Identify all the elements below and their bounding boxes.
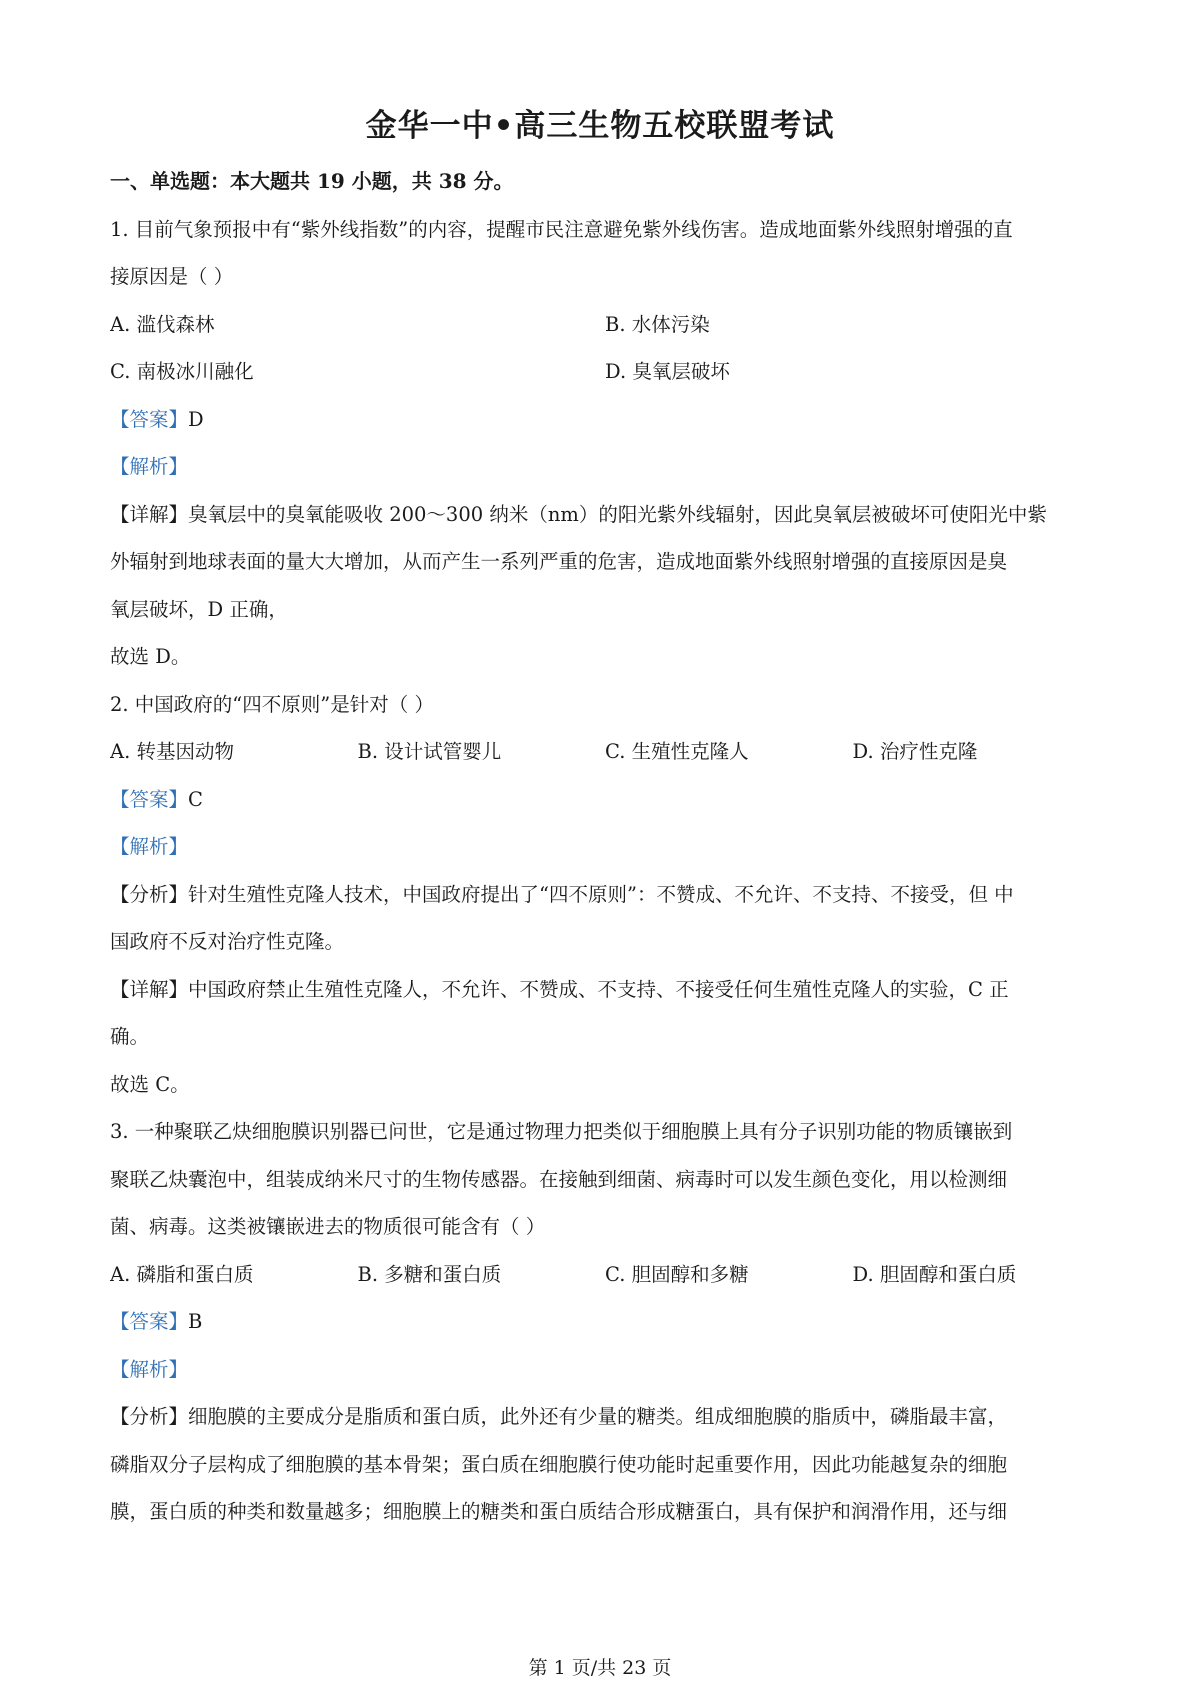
q3-analysis-tag: 【解析】 [110, 1357, 189, 1381]
q2-option-d: D. 治疗性克隆 [852, 740, 978, 763]
page-title: 金华一中•高三生物五校联盟考试 [365, 108, 835, 144]
q1-options-row-2 [110, 348, 1100, 396]
q2-options-row [110, 728, 1100, 776]
q2-answer [110, 776, 1100, 824]
q1-analysis-tag: 【解析】 [110, 455, 189, 478]
page-footer: 第 1 页/共 23 页 [528, 1657, 672, 1679]
q2-stem: 2. 中国政府的“四不原则”是针对（ ） [110, 692, 434, 716]
document-body [110, 158, 1100, 1536]
q3-analysis-line-1: 【分析】细胞膜的主要成分是脂质和蛋白质，此外还有少量的糖类。组成细胞膜的脂质中，磷脂最丰富， [110, 1405, 1008, 1428]
q1-option-b: B. 水体污染 [605, 312, 710, 336]
q1-stem-line-1: 1. 目前气象预报中有“紫外线指数”的内容，提醒市民注意避免紫外线伤害。造成地面紫外线照射增强的直 [110, 217, 1013, 241]
q3-option-d: D. 胆固醇和蛋白质 [852, 1262, 1017, 1286]
q2-option-c: C. 生殖性克隆人 [605, 740, 749, 763]
q3-answer-value: B [188, 1310, 203, 1333]
q3-option-b: B. 多糖和蛋白质 [357, 1262, 502, 1286]
q2-analysis-tag: 【解析】 [110, 835, 189, 858]
q1-option-a: A. 滥伐森林 [110, 312, 215, 336]
q2-detail-line-1: 【详解】中国政府禁止生殖性克隆人，不允许、不赞成、不支持、不接受任何生殖性克隆人的实验，C 正 [110, 977, 1009, 1001]
q3-analysis-line-3: 膜，蛋白质的种类和数量越多；细胞膜上的糖类和蛋白质结合形成糖蛋白，具有保护和润滑作用，还与细 [110, 1500, 1008, 1523]
answer-tag: 【答案】 [110, 787, 189, 811]
answer-tag: 【答案】 [110, 1310, 189, 1333]
q2-detail-line-2: 确。 [110, 1025, 150, 1048]
q3-stem-line-3: 菌、病毒。这类被镶嵌进去的物质很可能含有（ ） [110, 1215, 546, 1238]
q1-answer [110, 396, 1100, 444]
q3-analysis-line-2: 磷脂双分子层构成了细胞膜的基本骨架；蛋白质在细胞膜行使功能时起重要作用，因此功能越复杂的细胞 [110, 1452, 1008, 1476]
q2-analysis-line-1: 【分析】针对生殖性克隆人技术，中国政府提出了“四不原则”：不赞成、不允许、不支持、不接受，但 中 [110, 882, 1014, 906]
q2-answer-value: C [188, 787, 203, 811]
q3-option-a: A. 磷脂和蛋白质 [110, 1262, 254, 1286]
q3-option-c: C. 胆固醇和多糖 [605, 1262, 749, 1286]
q3-options-row [110, 1251, 1100, 1299]
q1-answer-value: D [188, 407, 204, 431]
q3-stem-line-2: 聚联乙炔囊泡中，组装成纳米尺寸的生物传感器。在接触到细菌、病毒时可以发生颜色变化，用以检测细 [110, 1167, 1008, 1191]
q2-analysis-line-2: 国政府不反对治疗性克隆。 [110, 930, 345, 953]
q1-option-c: C. 南极冰川融化 [110, 360, 254, 383]
q1-conclusion: 故选 D。 [110, 645, 191, 668]
q1-detail-line-1: 【详解】臭氧层中的臭氧能吸收 200～300 纳米（nm）的阳光紫外线辐射，因此臭氧层被破坏可使阳光中紫 [110, 502, 1047, 526]
q3-stem-line-1: 3. 一种聚联乙炔细胞膜识别器已问世，它是通过物理力把类似于细胞膜上具有分子识别功能的物质镶嵌到 [110, 1120, 1013, 1143]
section-heading: 一、单选题：本大题共 19 小题，共 38 分。 [110, 169, 514, 193]
q3-answer [110, 1298, 1100, 1346]
answer-tag: 【答案】 [110, 407, 189, 431]
q2-conclusion: 故选 C。 [110, 1072, 190, 1096]
q2-option-a: A. 转基因动物 [110, 740, 234, 763]
q1-option-d: D. 臭氧层破坏 [605, 360, 730, 383]
q2-option-b: B. 设计试管婴儿 [357, 740, 502, 763]
q1-detail-line-3: 氧层破坏，D 正确， [110, 597, 288, 621]
q1-options-row-1 [110, 301, 1100, 349]
q1-stem-line-2: 接原因是（ ） [110, 265, 234, 288]
q1-detail-line-2: 外辐射到地球表面的量大大增加，从而产生一系列严重的危害，造成地面紫外线照射增强的直接原因是臭 [110, 550, 1008, 573]
